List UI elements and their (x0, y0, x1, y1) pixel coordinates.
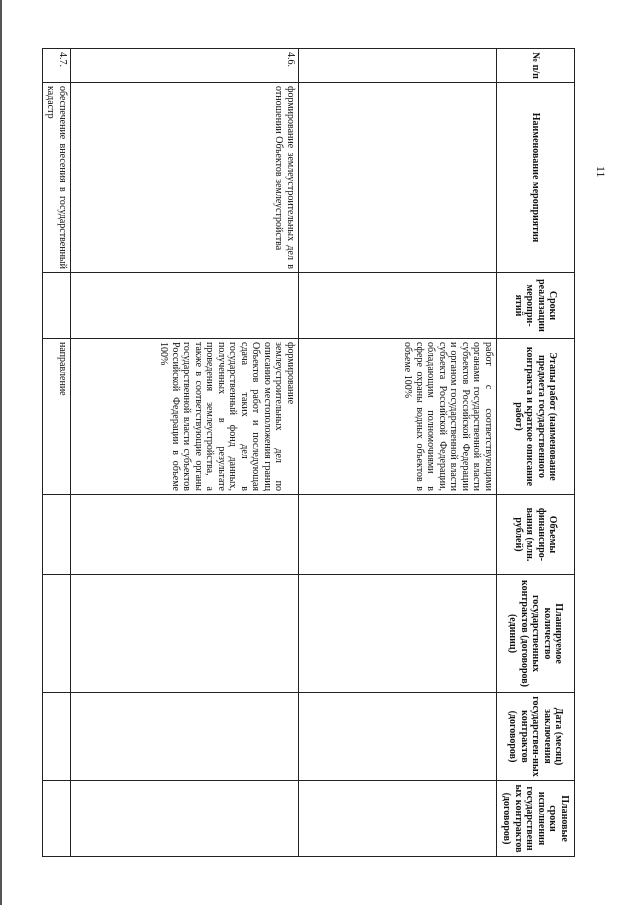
work-stages-cell: работ с соответствующими органами государственной власти субъектов Российской Федерации и органом государственной власти субъекта Российской Федерации, обладающим полномочиями в сфере охраны водных объектов в объеме 100% (299, 339, 497, 495)
measure-name-cell: формирование землеустроительных дел в отношении Объектов землеустройства (71, 83, 299, 273)
row-number-cell (299, 49, 497, 83)
header-work-stages: Этапы работ (наименование предмета государственного контракта и краткое описание работ) (497, 339, 575, 495)
funding-cell (43, 495, 71, 575)
header-measure-name: Наименование мероприятия (497, 83, 575, 273)
page-number: 11 (594, 166, 608, 178)
header-period: Сроки реализации меропри-ятий (497, 273, 575, 339)
row-number-cell: 4.7. (43, 49, 71, 83)
contract-count-cell (71, 575, 299, 693)
scan-edge-line (0, 0, 2, 905)
measure-name-cell (299, 83, 497, 273)
table-row (71, 49, 299, 857)
work-stages-cell: направление (43, 339, 71, 495)
header-funding: Объемы финансиро-вания (млн. рублей) (497, 495, 575, 575)
contract-date-cell (43, 693, 71, 781)
header-contract-date: Дата (месяц) заключения государствен-ных контрактов (договоров) (497, 693, 575, 781)
rotated-table-container (45, 48, 575, 856)
table-header-row (497, 49, 575, 857)
table-row (43, 49, 71, 857)
contract-deadline-cell (43, 781, 71, 857)
contract-deadline-cell (299, 781, 497, 857)
document-table-area (45, 48, 575, 856)
table-row (299, 49, 497, 857)
contract-deadline-cell (71, 781, 299, 857)
header-number: № п/п (497, 49, 575, 83)
funding-cell (71, 495, 299, 575)
header-contract-count: Планируемое количество государственных контрактов (договоров) (единиц) (497, 575, 575, 693)
row-number-cell: 4.6. (71, 49, 299, 83)
contract-date-cell (299, 693, 497, 781)
header-contract-deadline: Плановые сроки исполнения государственных контрактов (договоров) (497, 781, 575, 857)
measures-table (42, 48, 575, 857)
period-cell (299, 273, 497, 339)
contract-count-cell (299, 575, 497, 693)
measure-name-cell: обеспечение внесения в государственный кадастр (43, 83, 71, 273)
work-stages-cell: формирование землеустроительных дел по описанию местоположения границ Объектов работ и последующая сдача таких дел в государственный фонд данных, полученных в результате проведения землеустройства, а также в соответствующие органы государственной власти субъектов Российской Федерации в объеме 100% (71, 339, 299, 495)
funding-cell (299, 495, 497, 575)
contract-date-cell (71, 693, 299, 781)
period-cell (43, 273, 71, 339)
period-cell (71, 273, 299, 339)
contract-count-cell (43, 575, 71, 693)
